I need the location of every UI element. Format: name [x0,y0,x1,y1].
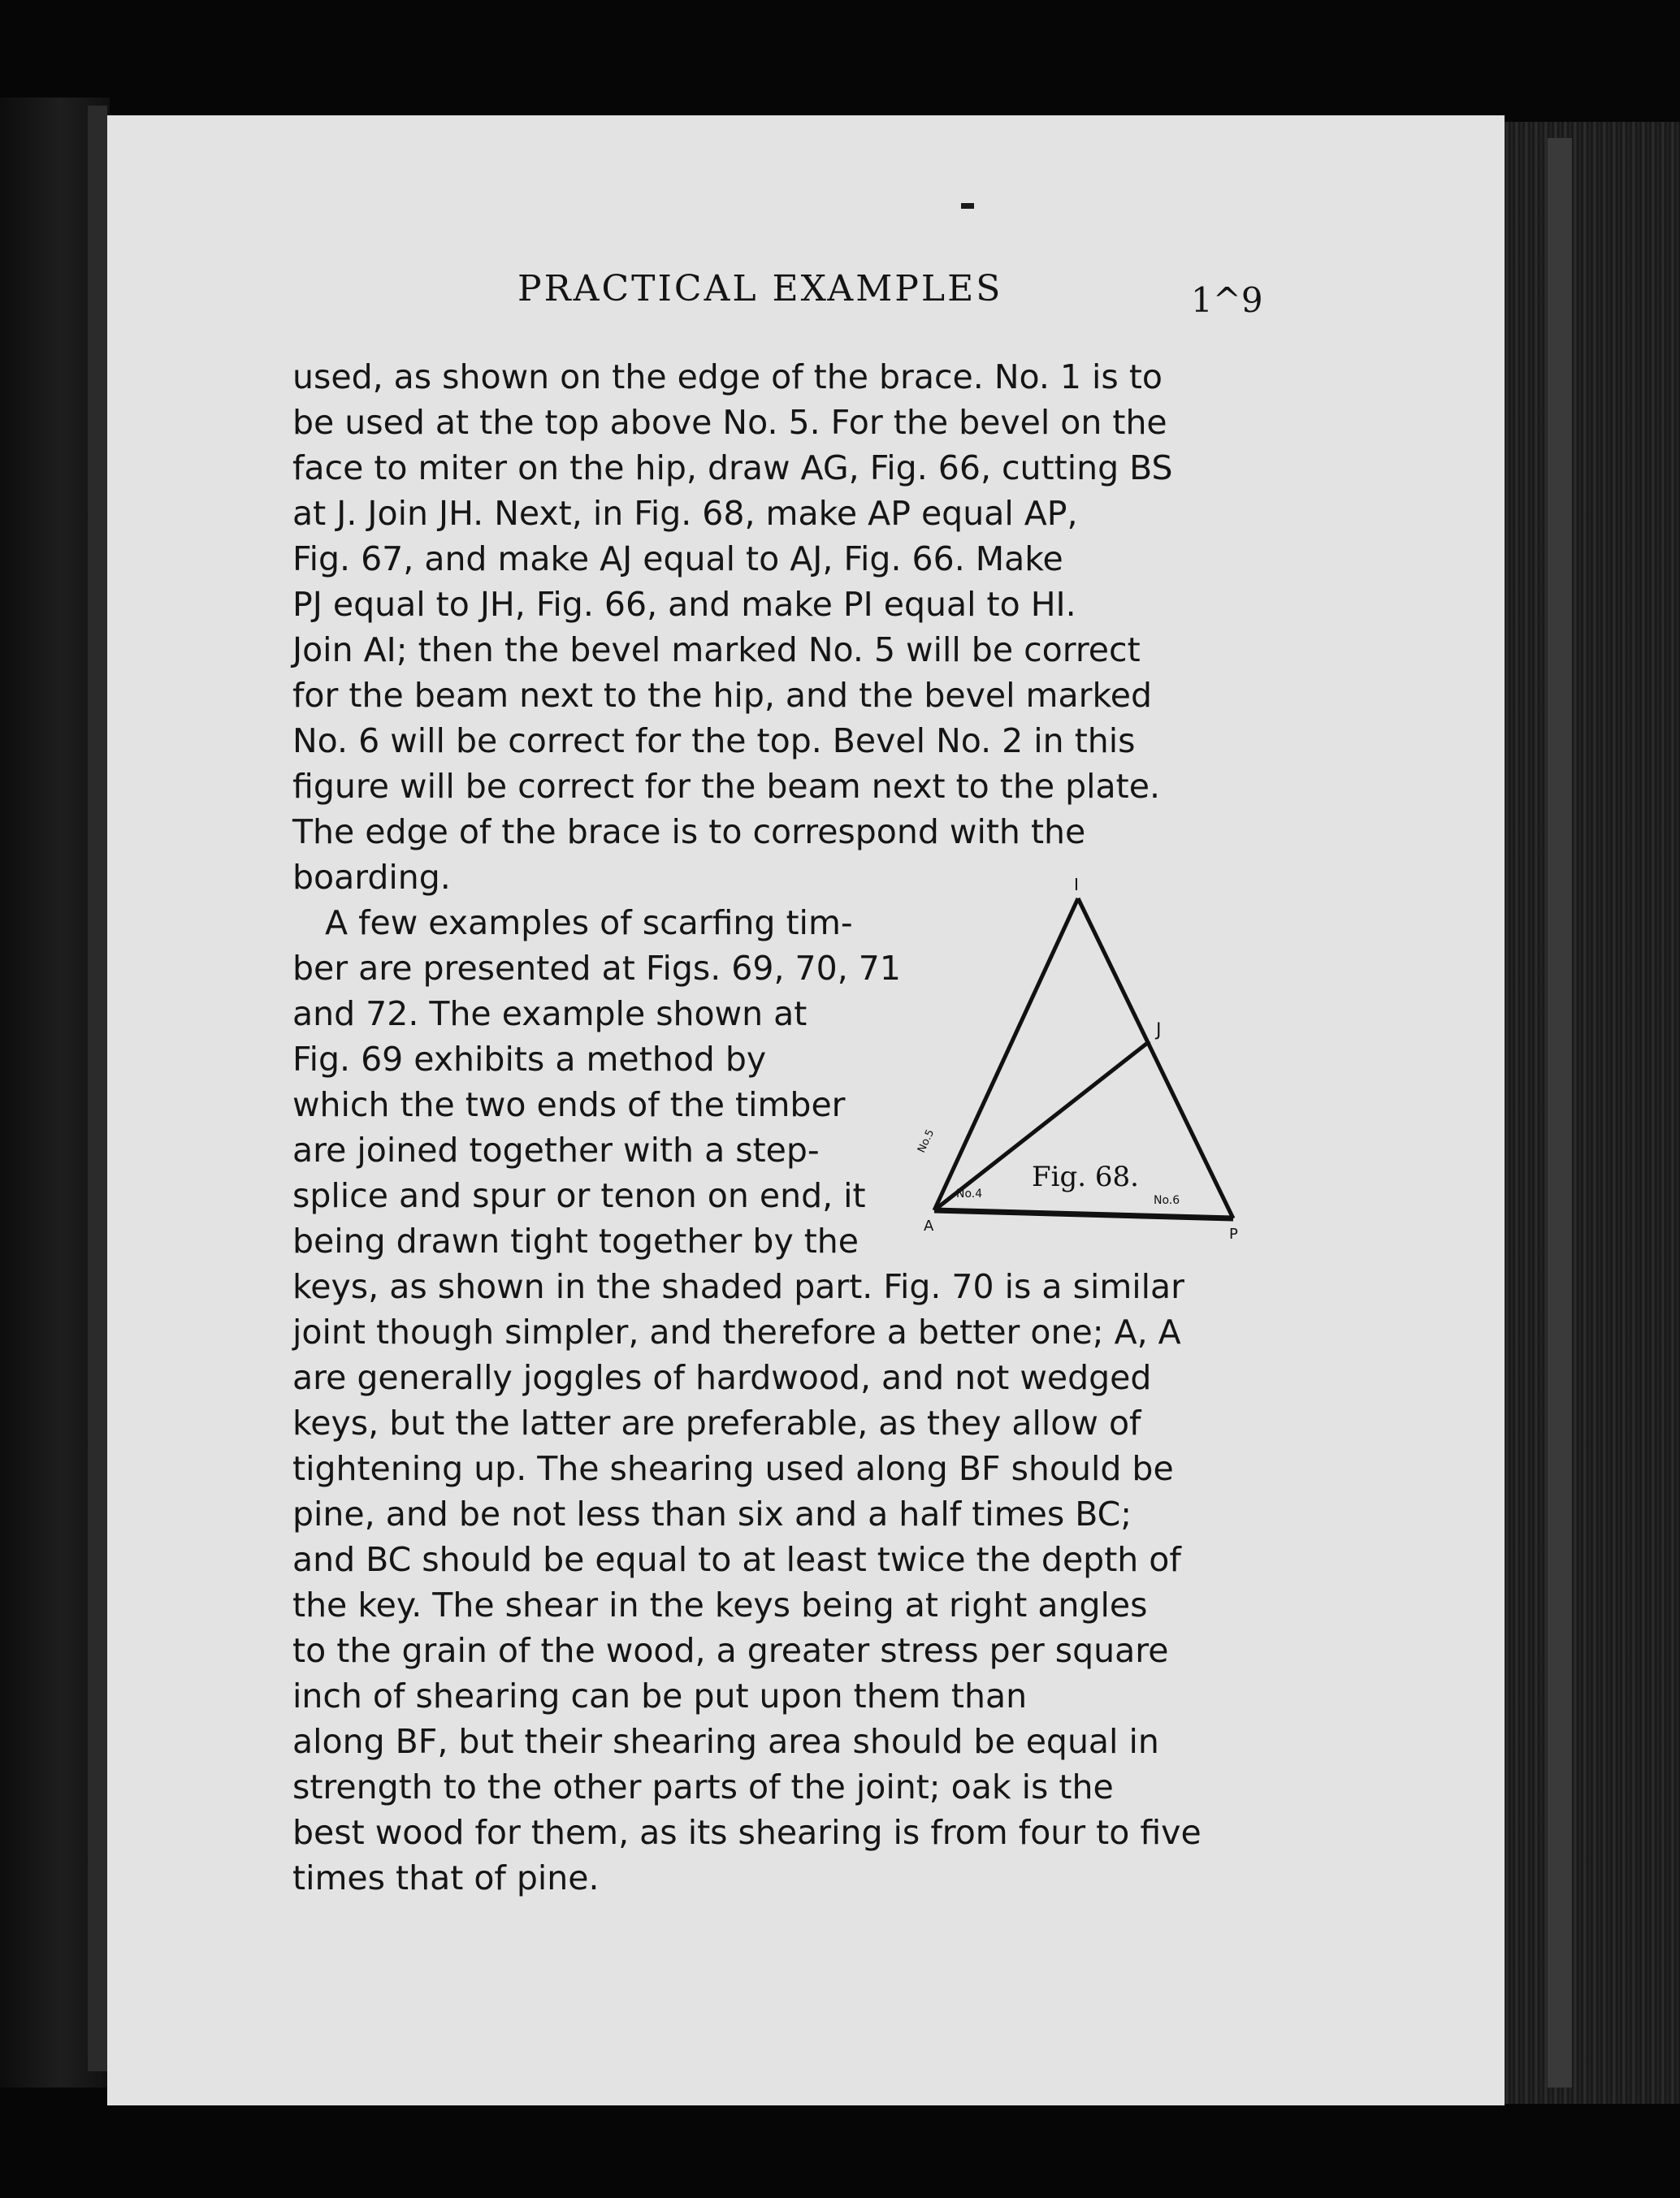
text-line: and BC should be equal to at least twice the depth of [292,1540,1181,1579]
text-line: and 72. The example shown at [292,994,808,1033]
text-line: Fig. 67, and make AJ equal to AJ, Fig. 66. Make [292,539,1063,578]
text-line: keys, but the latter are preferable, as they allow of [292,1404,1141,1443]
print-mark [961,203,974,209]
text-line: tightening up. The shearing used along BF should be [292,1449,1174,1488]
text-line: best wood for them, as its shearing is from four to five [292,1813,1202,1852]
text-line: at J. Join JH. Next, in Fig. 68, make AP equal AP, [292,494,1078,533]
text-line: times that of pine. [292,1858,600,1897]
triangle-diagram [906,869,1263,1243]
label-i: I [1074,875,1079,894]
label-no5: No.5 [916,1127,937,1155]
text-line: inch of shearing can be put upon them than [292,1677,1028,1716]
text-line: figure will be correct for the beam next to the plate. [292,767,1160,806]
label-p: P [1229,1226,1238,1243]
page-edge-band [1548,138,1572,2088]
text-line: Join AI; then the bevel marked No. 5 will be correct [292,630,1141,669]
text-line: PJ equal to JH, Fig. 66, and make PI equal to HI. [292,585,1076,624]
label-no4: No.4 [956,1188,983,1201]
text-line: A few examples of scarfing tim- [325,903,853,942]
page-edges [1505,122,1680,2104]
text-line: ber are presented at Figs. 69, 70, 71 [292,949,901,988]
text-line: are joined together with a step- [292,1131,820,1170]
text-line: being drawn tight together by the [292,1222,859,1261]
text-line: strength to the other parts of the joint; oak is the [292,1767,1114,1806]
text-line: along BF, but their shearing area should be equal in [292,1722,1159,1761]
label-no6: No.6 [1154,1194,1180,1207]
text-line: No. 6 will be correct for the top. Bevel No. 2 in this [292,721,1136,760]
text-line: Fig. 69 exhibits a method by [292,1040,767,1079]
page-number: 1^9 [1191,280,1263,320]
text-line: splice and spur or tenon on end, it [292,1176,866,1215]
running-head: PRACTICAL EXAMPLES [517,268,1003,309]
text-line: be used at the top above No. 5. For the bevel on the [292,403,1167,442]
text-line: keys, as shown in the shaded part. Fig. 70 is a similar [292,1267,1185,1306]
text-line: to the grain of the wood, a greater stress per square [292,1631,1169,1670]
gutter-shadow [88,106,107,2071]
text-line: the key. The shear in the keys being at right angles [292,1586,1148,1625]
text-line: used, as shown on the edge of the brace. No. 1 is to [292,357,1163,396]
text-line: are generally joggles of hardwood, and not wedged [292,1358,1152,1397]
text-line: boarding. [292,858,451,897]
label-a: A [924,1218,934,1235]
text-line: which the two ends of the timber [292,1085,846,1124]
figure-caption: Fig. 68. [1032,1161,1139,1193]
text-line: face to miter on the hip, draw AG, Fig. 66, cutting BS [292,448,1173,487]
text-line: for the beam next to the hip, and the bevel marked [292,676,1153,715]
text-line: joint though simpler, and therefore a better one; A, A [292,1313,1181,1352]
text-line: pine, and be not less than six and a half times BC; [292,1495,1132,1534]
text-line: The edge of the brace is to correspond with the [292,812,1086,851]
label-j: J [1156,1020,1162,1041]
side-ap [934,1210,1233,1218]
figure-68-diagram [906,869,1263,1243]
